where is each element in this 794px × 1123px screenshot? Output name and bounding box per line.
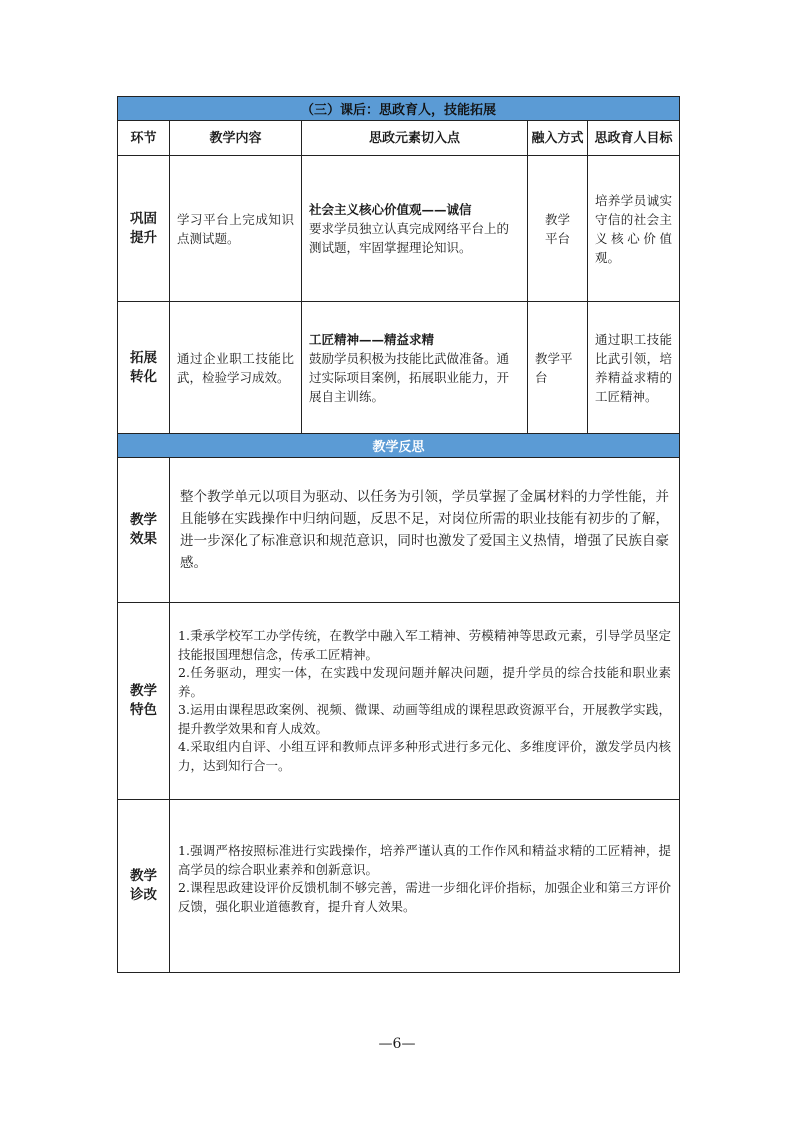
row-goal: 通过职工技能比武引领，培养精益求精的工匠精神。: [588, 302, 680, 434]
row-content: 学习平台上完成知识点测试题。: [170, 156, 302, 302]
row-entry: [302, 156, 528, 302]
table-row: [118, 156, 680, 302]
list-item: 1.强调严格按照标准进行实践操作，培养严谨认真的工作作风和精益求精的工匠精神，提高学员的综合职业素养和创新意识。: [178, 843, 671, 877]
row-method: 教学平台: [528, 156, 588, 302]
improve-list: [170, 800, 680, 973]
effect-row: [118, 458, 680, 603]
header-goal: 思政育人目标: [588, 121, 680, 156]
list-item: 1.秉承学校军工办学传统，在教学中融入军工精神、劳模精神等思政元素，引导学员坚定技能报国理想信念，传承工匠精神。: [178, 628, 671, 662]
reflection-title: 教学反思: [118, 434, 680, 458]
row-goal: 培养学员诚实守信的社会主义核心价值观。: [588, 156, 680, 302]
table-row: [118, 302, 680, 434]
header-link: 环节: [118, 121, 170, 156]
page-number: —6—: [378, 1036, 416, 1052]
list-item: 2.课程思政建设评价反馈机制不够完善，需进一步细化评价指标，加强企业和第三方评价反馈，强化职业道德教育，提升育人效果。: [178, 880, 671, 914]
course-design-table-page: [117, 96, 679, 973]
row-label-consolidate: 巩固提升: [118, 156, 170, 302]
effect-label: 教学效果: [118, 458, 170, 603]
lesson-plan-table: [117, 96, 680, 973]
row-entry: [302, 302, 528, 434]
features-label: 教学特色: [118, 603, 170, 800]
features-list: [170, 603, 680, 800]
improve-label: 教学诊改: [118, 800, 170, 973]
section-title: （三）课后：思政育人，技能拓展: [118, 97, 680, 121]
list-item: 2.任务驱动，理实一体，在实践中发现问题并解决问题，提升学员的综合技能和职业素养。: [178, 665, 671, 699]
effect-text: 整个教学单元以项目为驱动、以任务为引领，学员掌握了金属材料的力学性能，并且能够在实践操作中归纳问题，反思不足，对岗位所需的职业技能有初步的了解，进一步深化了标准意识和规范意识，同时也激发了爱国主义热情，增强了民族自豪感。: [170, 458, 680, 603]
features-row: [118, 603, 680, 800]
entry-title: 社会主义核心价值观——诚信: [309, 202, 472, 217]
improve-row: [118, 800, 680, 973]
header-entry: 思政元素切入点: [302, 121, 528, 156]
header-method: 融入方式: [528, 121, 588, 156]
list-item: 4.采取组内自评、小组互评和教师点评多种形式进行多元化、多维度评价，激发学员内核力，达到知行合一。: [178, 739, 671, 773]
row-label-extend: 拓展转化: [118, 302, 170, 434]
entry-title: 工匠精神——精益求精: [309, 331, 435, 347]
column-header-row: [118, 121, 680, 156]
section-title-row: [118, 97, 680, 121]
row-method: 教学平台: [528, 302, 588, 434]
list-item: 3.运用由课程思政案例、视频、微课、动画等组成的课程思政资源平台，开展教学实践，提升教学效果和育人成效。: [178, 702, 671, 736]
header-content: 教学内容: [170, 121, 302, 156]
row-content: 通过企业职工技能比武，检验学习成效。: [170, 302, 302, 434]
entry-text: 要求学员独立认真完成网络平台上的测试题，牢固掌握理论知识。: [309, 221, 510, 255]
entry-text: 鼓励学员积极为技能比武做准备。通过实际项目案例，拓展职业能力，开展自主训练。: [309, 350, 510, 404]
reflection-title-row: [118, 434, 680, 458]
